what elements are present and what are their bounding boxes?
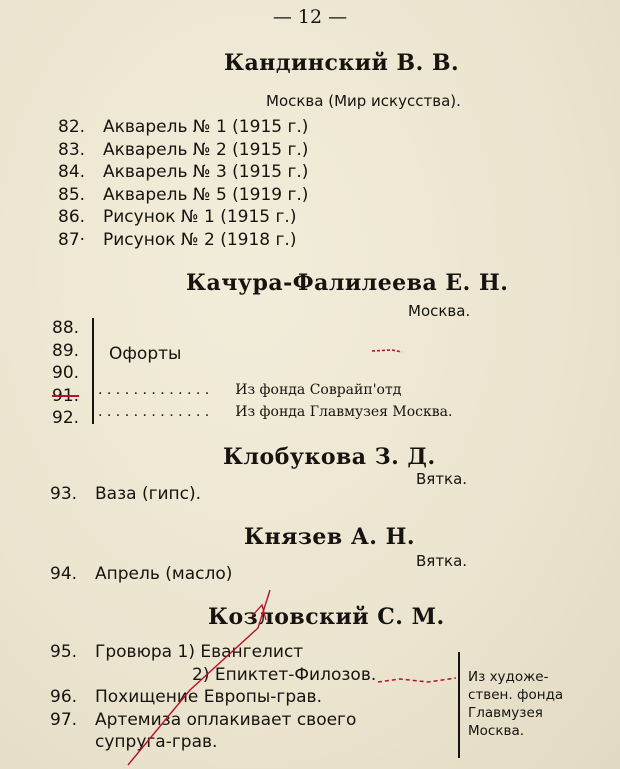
dot-leader: . . . . . . . . . . . . . <box>98 382 210 398</box>
note-line: Главмузея <box>468 705 543 721</box>
fund-source-1: Из фонда Соврайп'отд <box>235 382 402 398</box>
entry-number: 85. <box>58 184 86 205</box>
location-klobukova: Вятка. <box>416 470 468 488</box>
location-kandinsky: Москва (Мир искусства). <box>266 92 461 110</box>
page-number: — 12 — <box>272 6 348 28</box>
entry-title: Рисунок № 2 (1918 г.) <box>103 229 297 250</box>
red-pencil-stroke <box>128 590 270 765</box>
entry-number: 82. <box>58 117 86 137</box>
entry-title: Артемиза оплакивает своего <box>95 709 357 730</box>
artist-heading-knyazev: Князев А. Н. <box>244 524 416 550</box>
entry-number: 97. <box>50 709 78 730</box>
entry-number: 89. <box>52 340 80 361</box>
entry-title: Акварель № 2 (1915 г.) <box>103 139 309 160</box>
entry-number: 95. <box>50 642 78 662</box>
fund-source-2: Из фонда Главмузея Москва. <box>235 404 453 420</box>
group-label-etchings: Офорты <box>109 344 182 364</box>
entry-number: 92. <box>52 408 80 428</box>
entry-title: Гровюра 1) Евангелист <box>95 642 304 662</box>
entry-number: 96. <box>50 687 78 707</box>
entry-title: Похищение Европы-грав. <box>95 687 322 707</box>
entry-title: супруга-грав. <box>95 732 218 752</box>
entry-title: Ваза (гипс). <box>95 484 202 504</box>
note-line: Москва. <box>468 723 525 739</box>
artist-heading-klobukova: Клобукова З. Д. <box>223 444 436 470</box>
dot-leader: . . . . . . . . . . . . . <box>98 404 210 420</box>
entry-number: 87· <box>58 229 86 250</box>
entry-title: Акварель № 3 (1915 г.) <box>103 162 309 182</box>
entry-title: 2) Епиктет-Филозов. <box>192 664 377 685</box>
artist-heading-kandinsky: Кандинский В. В. <box>224 50 460 76</box>
entry-number: 84. <box>58 162 86 182</box>
entry-number: 88. <box>52 318 80 338</box>
note-line: ствен. фонда <box>468 687 564 703</box>
entry-title: Акварель № 5 (1919 г.) <box>103 184 309 205</box>
entry-number: 83. <box>58 139 86 160</box>
entry-number: 94. <box>50 564 78 584</box>
artist-heading-kachura: Качура-Фалилеева Е. Н. <box>186 270 509 296</box>
artist-heading-kozlovsky: Козловский С. М. <box>208 604 445 630</box>
entry-number-struck: 91. <box>52 385 80 406</box>
entry-number: 93. <box>50 484 78 504</box>
entry-title: Апрель (масло) <box>95 564 233 584</box>
entry-number: 86. <box>58 207 86 227</box>
red-dash-mark <box>372 350 402 352</box>
entry-number: 90. <box>52 363 80 383</box>
red-dash-mark <box>378 678 456 682</box>
entry-title: Акварель № 1 (1915 г.) <box>103 117 309 137</box>
entry-title: Рисунок № 1 (1915 г.) <box>103 207 297 227</box>
note-line: Из художе- <box>468 669 549 685</box>
location-knyazev: Вятка. <box>416 552 468 570</box>
location-kachura: Москва. <box>408 302 471 320</box>
